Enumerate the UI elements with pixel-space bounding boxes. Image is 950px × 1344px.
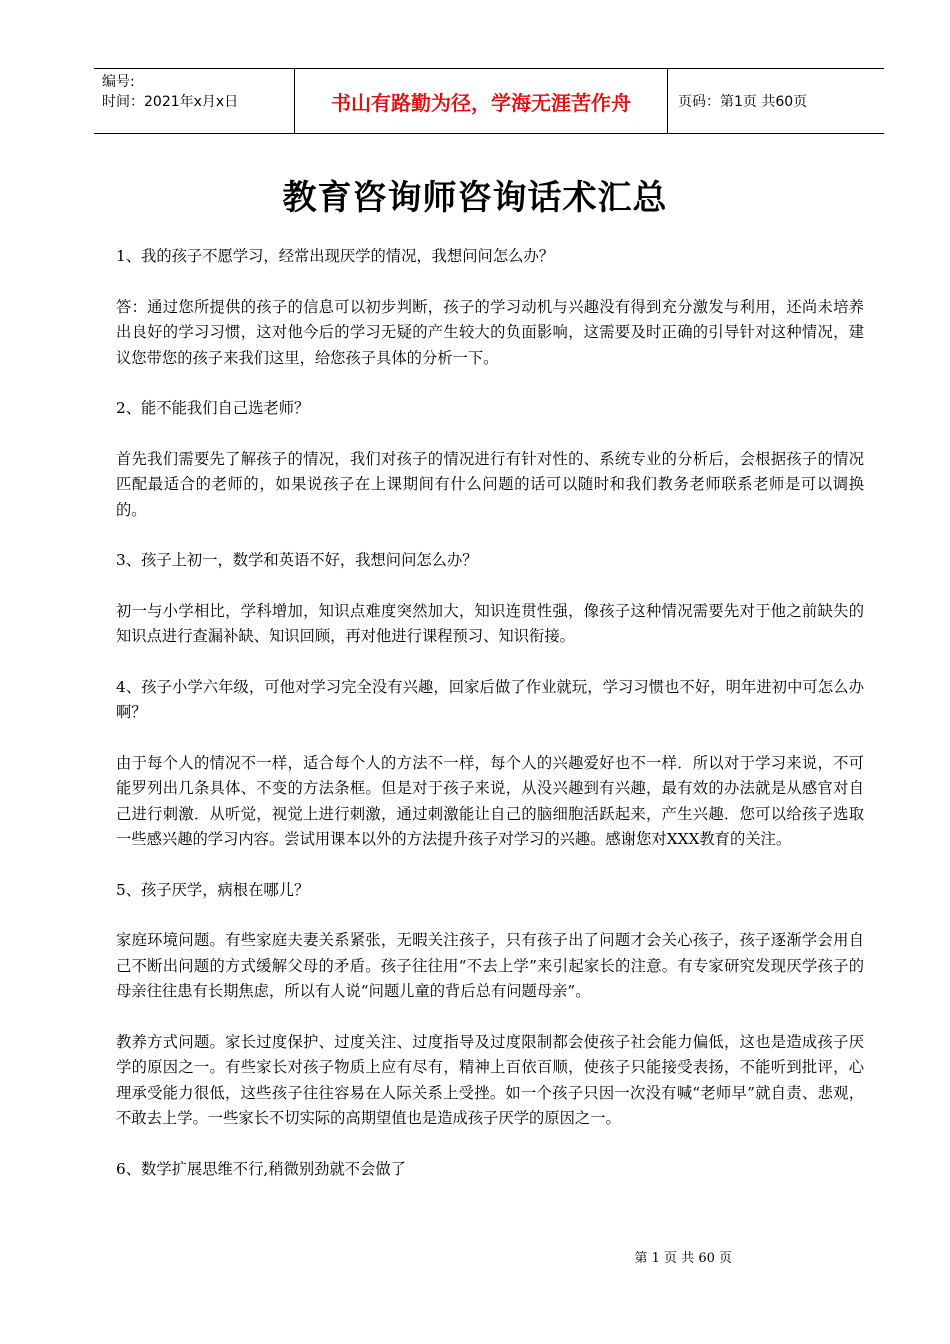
answer-1: 答：通过您所提供的孩子的信息可以初步判断，孩子的学习动机与兴趣没有得到充分激发与利用，还尚未培养出良好的学习习惯，这对他今后的学习无疑的产生较大的负面影响，这需要及时正确的引导针对这种情况，建议您带您的孩子来我们这里，给您孩子具体的分析一下。	[116, 297, 864, 367]
header-motto: 书山有路勤为径，学海无涯苦作舟	[294, 69, 668, 133]
answer-3: 初一与小学相比，学科增加，知识点难度突然加大，知识连贯性强，像孩子这种情况需要先对于他之前缺失的知识点进行查漏补缺、知识回顾，再对他进行课程预习、知识衔接。	[116, 601, 864, 645]
answer-5-part-1: 家庭环境问题。有些家庭夫妻关系紧张，无暇关注孩子，只有孩子出了问题才会关心孩子，孩子逐渐学会用自己不断出问题的方式缓解父母的矛盾。孩子往往用“不去上学”来引起家长的注意。有专家研究发现厌学孩子的母亲往往患有长期焦虑，所以有人说“问题儿童的背后总有问题母亲”。	[116, 931, 864, 1000]
question-1: 1、我的孩子不愿学习，经常出现厌学的情况，我想问问怎么办？	[116, 247, 555, 265]
document-body	[116, 244, 864, 1207]
document-number-label: 编号:	[102, 74, 135, 90]
document-header	[94, 68, 884, 134]
page-footer: 第 1 页 共 60 页	[634, 1251, 732, 1266]
question-6: 6、数学扩展思维不行,稍微别劲就不会做了	[116, 1159, 406, 1178]
question-5: 5、孩子厌学，病根在哪儿？	[116, 880, 310, 899]
answer-2: 首先我们需要先了解孩子的情况，我们对孩子的情况进行有针对性的、系统专业的分析后，会根据孩子的情况匹配最适合的老师的，如果说孩子在上课期间有什么问题的话可以随时和我们教务老师联系老师是可以调换的。	[116, 449, 864, 519]
document-time-label: 时间：2021年x月x日	[102, 94, 239, 110]
answer-4: 由于每个人的情况不一样，适合每个人的方法不一样，每个人的兴趣爱好也不一样．所以对于学习来说，不可能罗列出几条具体、不变的方法条框。但是对于孩子来说，从没兴趣到有兴趣，最有效的办法就是从感官对自己进行刺激．从听觉，视觉上进行刺激，通过刺激能让自己的脑细胞活跃起来，产生兴趣．您可以给孩子选取一些感兴趣的学习内容。尝试用课本以外的方法提升孩子对学习的兴趣。感谢您对XXX教育的关注。	[116, 753, 864, 848]
question-2: 2、能不能我们自己选老师？	[116, 399, 310, 417]
question-3: 3、孩子上初一，数学和英语不好，我想问问怎么办？	[116, 551, 478, 569]
header-page-info: 页码：第1页 共60页	[678, 94, 808, 110]
answer-5-part-2: 教养方式问题。家长过度保护、过度关注、过度指导及过度限制都会使孩子社会能力偏低，这也是造成孩子厌学的原因之一。有些家长对孩子物质上应有尽有，精神上百依百顺，使孩子只能接受表扬，不能听到批评，心理承受能力很低，这些孩子往往容易在人际关系上受挫。如一个孩子只因一次没有喊“老师早”就自责、悲观，不敢去上学。一些家长不切实际的高期望值也是造成孩子厌学的原因之一。	[116, 1032, 864, 1127]
question-4: 4、孩子小学六年级，可他对学习完全没有兴趣，回家后做了作业就玩，学习习惯也不好，明年进初中可怎么办啊？	[116, 677, 864, 721]
header-meta	[94, 69, 294, 133]
document-title: 教育咨询师咨询话术汇总	[282, 178, 668, 218]
